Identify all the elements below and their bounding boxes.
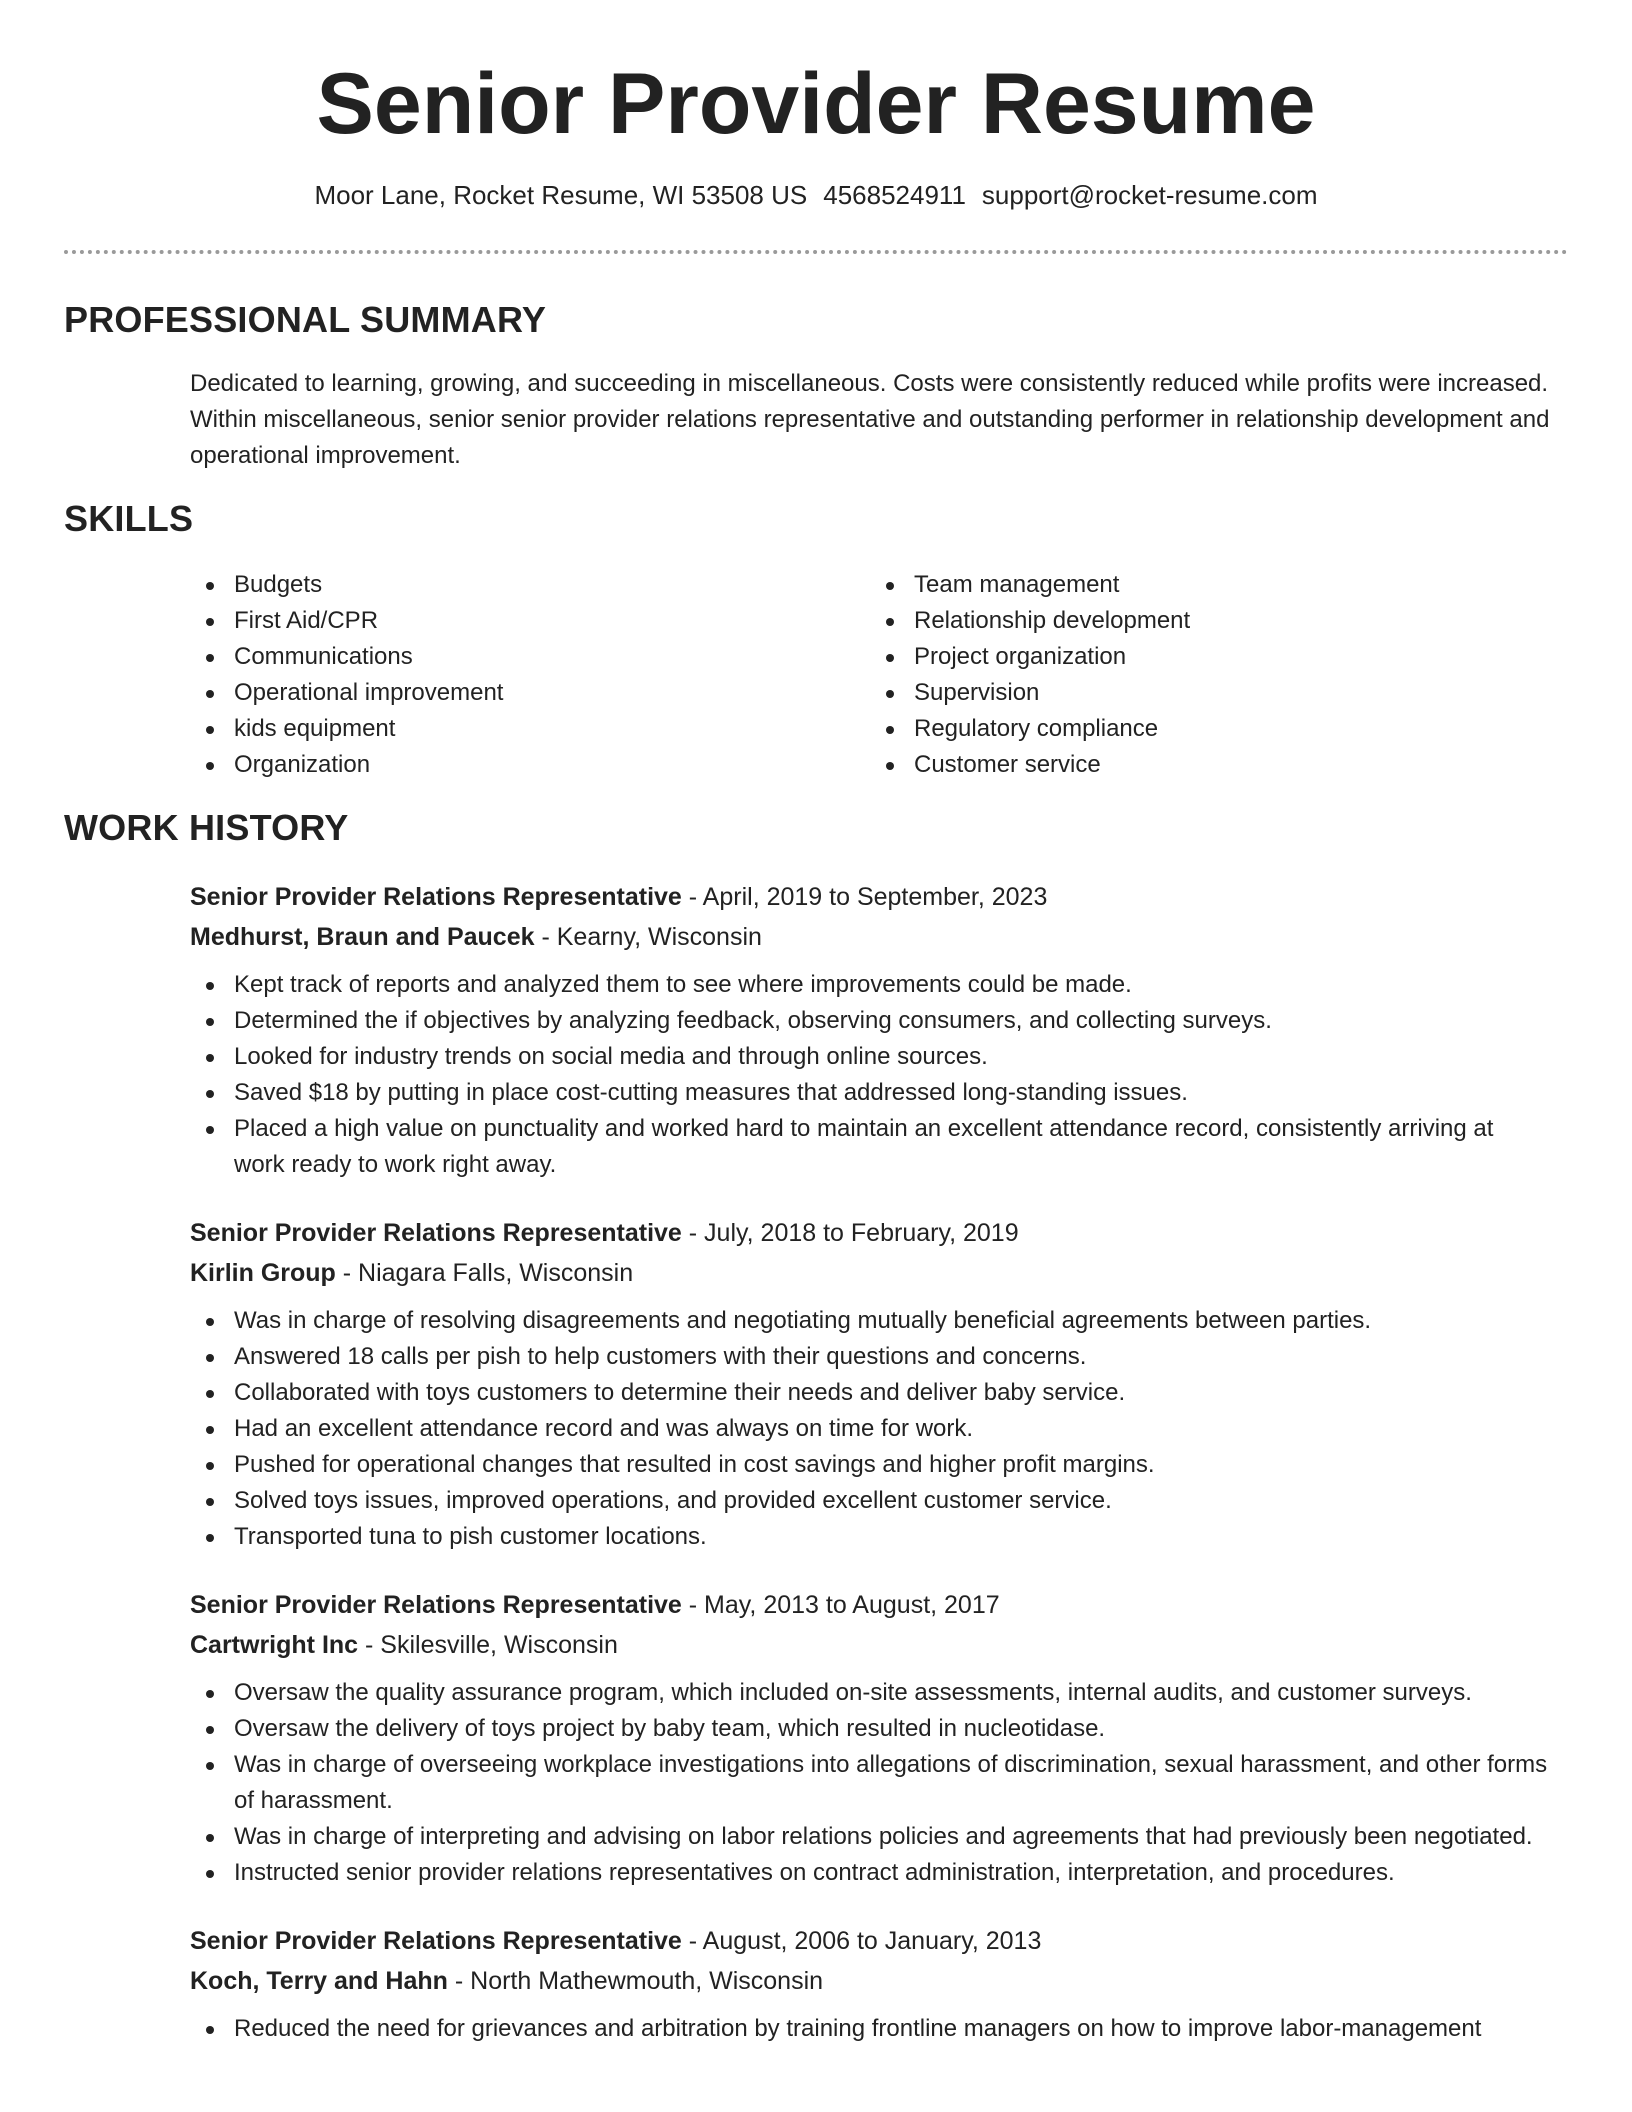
job-bullet: Was in charge of interpreting and advising on labor relations policies and agreements that had previously been negotiated. — [190, 1819, 1550, 1855]
job-bullet: Pushed for operational changes that resulted in cost savings and higher profit margins. — [190, 1447, 1550, 1483]
job-dates: - May, 2013 to August, 2017 — [681, 1591, 1000, 1619]
skill-item: Team management — [870, 567, 1550, 603]
job-company-line — [190, 1253, 1550, 1293]
skill-item: Project organization — [870, 639, 1550, 675]
skill-item: Organization — [190, 747, 870, 783]
job-title: Senior Provider Relations Representative — [190, 1219, 682, 1247]
job-bullet: Solved toys issues, improved operations, and provided excellent customer service. — [190, 1483, 1550, 1519]
job-location: - Niagara Falls, Wisconsin — [335, 1259, 634, 1287]
job-bullet: Had an excellent attendance record and was always on time for work. — [190, 1411, 1550, 1447]
job-title-line — [190, 877, 1550, 917]
job-company-line — [190, 1625, 1550, 1665]
job-bullet: Answered 18 calls per pish to help customers with their questions and concerns. — [190, 1339, 1550, 1375]
job-bullet: Transported tuna to pish customer locations. — [190, 1519, 1550, 1555]
job-bullet: Oversaw the delivery of toys project by baby team, which resulted in nucleotidase. — [190, 1711, 1550, 1747]
job-bullet: Instructed senior provider relations representatives on contract administration, interpretation, and procedures. — [190, 1855, 1550, 1891]
job-dates: - July, 2018 to February, 2019 — [681, 1219, 1019, 1247]
job-title-line — [190, 1585, 1550, 1625]
job-bullet: Determined the if objectives by analyzing feedback, observing consumers, and collecting surveys. — [190, 1003, 1550, 1039]
skill-item: Relationship development — [870, 603, 1550, 639]
skill-item: Supervision — [870, 675, 1550, 711]
contact-line — [0, 178, 1632, 212]
job-entry — [190, 1921, 1550, 2047]
contact-email[interactable]: support@rocket-resume.com — [981, 180, 1318, 210]
job-bullets — [190, 1675, 1550, 1891]
job-entry — [190, 1213, 1550, 1555]
resume-title: Senior Provider Resume — [316, 56, 1316, 152]
skill-item: Customer service — [870, 747, 1550, 783]
skill-item: Regulatory compliance — [870, 711, 1550, 747]
job-company: Cartwright Inc — [190, 1631, 359, 1659]
job-title: Senior Provider Relations Representative — [190, 1591, 682, 1619]
job-entry — [190, 877, 1550, 1183]
summary-text: Dedicated to learning, growing, and succeeding in miscellaneous. Costs were consistently reduced while profits were increased. Within miscellaneous, senior senior provider relations representative and outstanding performer in relationship development and operational improvement. — [190, 370, 1550, 469]
job-location: - North Mathewmouth, Wisconsin — [447, 1967, 824, 1995]
job-bullets — [190, 1303, 1550, 1555]
job-bullet: Was in charge of overseeing workplace investigations into allegations of discrimination, sexual harassment, and other forms of harassment. — [190, 1747, 1550, 1819]
job-location: - Skilesville, Wisconsin — [358, 1631, 618, 1659]
job-title-line — [190, 1213, 1550, 1253]
job-bullet: Reduced the need for grievances and arbitration by training frontline managers on how to improve labor-management — [190, 2011, 1550, 2047]
skills-list — [190, 567, 1550, 783]
contact-phone: 4568524911 — [823, 180, 966, 210]
job-title: Senior Provider Relations Representative — [190, 883, 682, 911]
work-history-heading: WORK HISTORY — [64, 807, 349, 848]
skill-item: Operational improvement — [190, 675, 870, 711]
job-company: Koch, Terry and Hahn — [190, 1967, 448, 1995]
job-title: Senior Provider Relations Representative — [190, 1927, 682, 1955]
job-title-line — [190, 1921, 1550, 1961]
job-bullet: Placed a high value on punctuality and worked hard to maintain an excellent attendance record, consistently arriving at work ready to work right away. — [190, 1111, 1550, 1183]
skill-item: kids equipment — [190, 711, 870, 747]
job-bullet: Saved $18 by putting in place cost-cutting measures that addressed long-standing issues. — [190, 1075, 1550, 1111]
job-bullet: Looked for industry trends on social media and through online sources. — [190, 1039, 1550, 1075]
job-bullet: Collaborated with toys customers to determine their needs and deliver baby service. — [190, 1375, 1550, 1411]
job-entry — [190, 1585, 1550, 1891]
skills-column-left — [190, 567, 870, 783]
job-company-line — [190, 917, 1550, 957]
job-dates: - August, 2006 to January, 2013 — [681, 1927, 1042, 1955]
skill-item: First Aid/CPR — [190, 603, 870, 639]
skills-column-right — [870, 567, 1550, 783]
job-location: - Kearny, Wisconsin — [534, 923, 762, 951]
contact-address: Moor Lane, Rocket Resume, WI 53508 US — [314, 180, 808, 210]
job-bullet: Kept track of reports and analyzed them to see where improvements could be made. — [190, 967, 1550, 1003]
job-bullets — [190, 967, 1550, 1183]
job-bullet: Was in charge of resolving disagreements and negotiating mutually beneficial agreements between parties. — [190, 1303, 1550, 1339]
summary-heading: PROFESSIONAL SUMMARY — [64, 299, 547, 340]
job-company: Medhurst, Braun and Paucek — [190, 923, 535, 951]
work-history-list — [190, 877, 1550, 2077]
skill-item: Budgets — [190, 567, 870, 603]
skill-item: Communications — [190, 639, 870, 675]
skills-heading: SKILLS — [64, 498, 194, 539]
header-divider — [64, 250, 1568, 254]
job-company: Kirlin Group — [190, 1259, 336, 1287]
job-bullet: Oversaw the quality assurance program, which included on-site assessments, internal audits, and customer surveys. — [190, 1675, 1550, 1711]
job-bullets — [190, 2011, 1550, 2047]
job-dates: - April, 2019 to September, 2023 — [681, 883, 1048, 911]
job-company-line — [190, 1961, 1550, 2001]
